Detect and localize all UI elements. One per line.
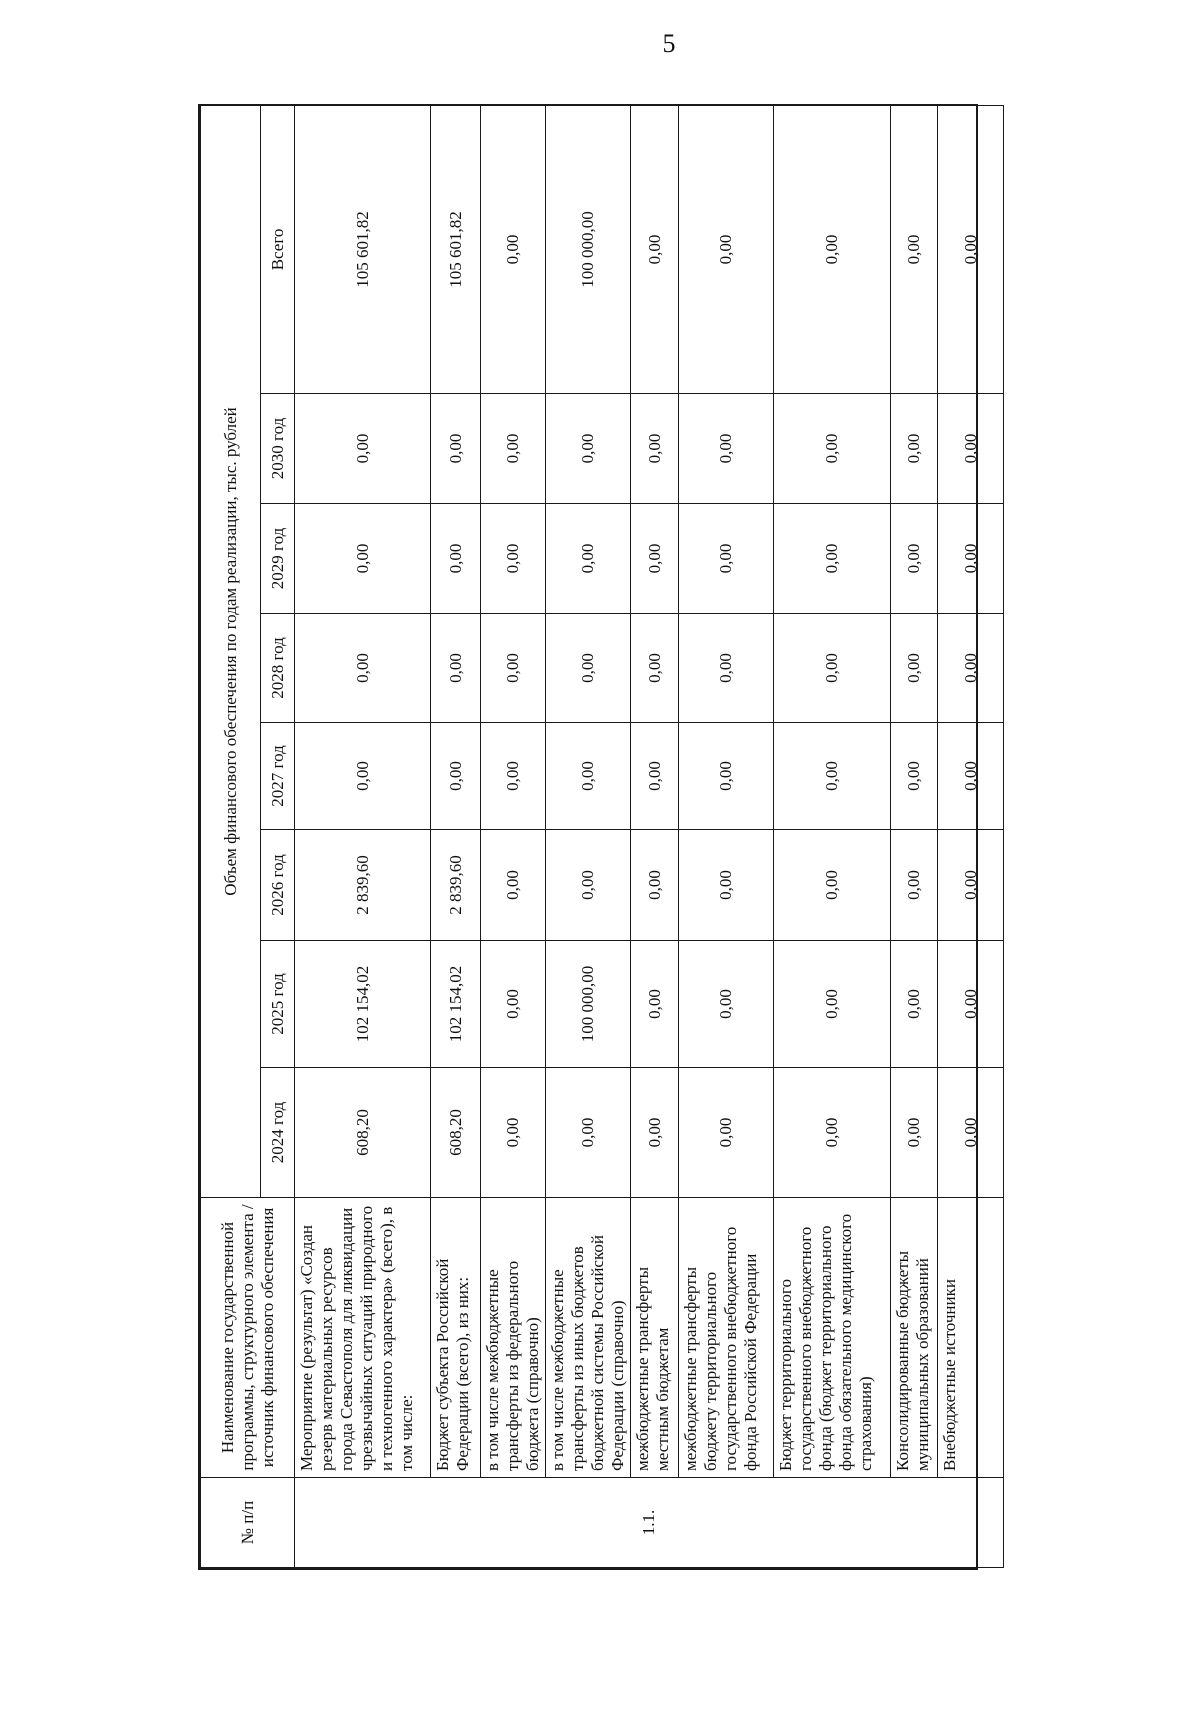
cell-2028: 0,00 [546, 614, 631, 723]
row-name: Консолидированные бюджеты муниципальных образований [891, 1198, 938, 1478]
cell-2027: 0,00 [938, 723, 1004, 830]
cell-2024: 0,00 [891, 1068, 938, 1198]
cell-2024: 0,00 [774, 1068, 891, 1198]
cell-2030: 0,00 [431, 394, 481, 504]
header-year-2027: 2027 год [261, 723, 295, 830]
table-row [891, 105, 938, 1567]
cell-2026: 0,00 [938, 830, 1004, 941]
cell-2024: 0,00 [546, 1068, 631, 1198]
cell-2026: 0,00 [481, 830, 546, 941]
cell-2029: 0,00 [891, 504, 938, 614]
cell-2030: 0,00 [891, 394, 938, 504]
cell-2025: 100 000,00 [546, 941, 631, 1068]
cell-2025: 0,00 [938, 941, 1004, 1068]
cell-2030: 0,00 [295, 394, 431, 504]
table-row [774, 105, 891, 1567]
cell-2024: 0,00 [938, 1068, 1004, 1198]
cell-2029: 0,00 [938, 504, 1004, 614]
header-funding-group: Объем финансового обеспечения по годам реализации, тыс. рублей [201, 105, 261, 1197]
header-year-2026: 2026 год [261, 830, 295, 941]
cell-2026: 0,00 [679, 830, 774, 941]
cell-2024: 0,00 [481, 1068, 546, 1198]
cell-2028: 0,00 [679, 614, 774, 723]
table-row [546, 105, 631, 1567]
funding-table [200, 105, 1004, 1568]
cell-2029: 0,00 [481, 504, 546, 614]
cell-2027: 0,00 [891, 723, 938, 830]
cell-2029: 0,00 [431, 504, 481, 614]
header-number: № п/п [201, 1478, 295, 1568]
table-row [631, 105, 679, 1567]
cell-2026: 0,00 [891, 830, 938, 941]
header-year-2028: 2028 год [261, 614, 295, 723]
row-name: Мероприятие (результат) «Создан резерв материальных ресурсов города Севастополя для ликвидации чрезвычайных ситуаций природного и техногенного характера» (всего), в том числе: [295, 1198, 431, 1478]
cell-2027: 0,00 [481, 723, 546, 830]
cell-2028: 0,00 [295, 614, 431, 723]
cell-2027: 0,00 [431, 723, 481, 830]
cell-2027: 0,00 [679, 723, 774, 830]
cell-total: 105 601,82 [431, 105, 481, 393]
cell-2026: 2 839,60 [431, 830, 481, 941]
cell-2025: 0,00 [891, 941, 938, 1068]
cell-2028: 0,00 [481, 614, 546, 723]
cell-2025: 102 154,02 [431, 941, 481, 1068]
cell-2027: 0,00 [774, 723, 891, 830]
cell-total: 105 601,82 [295, 105, 431, 393]
cell-2027: 0,00 [546, 723, 631, 830]
cell-2030: 0,00 [938, 394, 1004, 504]
cell-2030: 0,00 [774, 394, 891, 504]
cell-2030: 0,00 [481, 394, 546, 504]
cell-2029: 0,00 [679, 504, 774, 614]
cell-total: 0,00 [481, 105, 546, 393]
cell-2030: 0,00 [546, 394, 631, 504]
funding-table-container [200, 106, 980, 1568]
cell-2029: 0,00 [546, 504, 631, 614]
cell-2024: 608,20 [295, 1068, 431, 1198]
cell-2030: 0,00 [679, 394, 774, 504]
cell-2024: 0,00 [631, 1068, 679, 1198]
cell-2026: 0,00 [546, 830, 631, 941]
cell-total: 100 000,00 [546, 105, 631, 393]
row-name: межбюджетные трансферты бюджету территориального государственного внебюджетного фонда Российской Федерации [679, 1198, 774, 1478]
header-year-2025: 2025 год [261, 941, 295, 1068]
cell-2027: 0,00 [631, 723, 679, 830]
cell-2025: 0,00 [679, 941, 774, 1068]
row-name: в том числе межбюджетные трансферты из федерального бюджета (справочно) [481, 1198, 546, 1478]
cell-2029: 0,00 [774, 504, 891, 614]
cell-2025: 0,00 [631, 941, 679, 1068]
cell-2029: 0,00 [631, 504, 679, 614]
cell-2030: 0,00 [631, 394, 679, 504]
cell-2028: 0,00 [938, 614, 1004, 723]
header-year-2029: 2029 год [261, 504, 295, 614]
cell-2028: 0,00 [891, 614, 938, 723]
table-row [679, 105, 774, 1567]
header-total: Всего [261, 105, 295, 393]
table-row [938, 105, 1004, 1567]
cell-2026: 2 839,60 [295, 830, 431, 941]
cell-2028: 0,00 [631, 614, 679, 723]
cell-total: 0,00 [679, 105, 774, 393]
header-year-2030: 2030 год [261, 394, 295, 504]
cell-2024: 608,20 [431, 1068, 481, 1198]
table-row [431, 105, 481, 1567]
page-number: 5 [662, 29, 676, 58]
cell-total: 0,00 [891, 105, 938, 393]
cell-2027: 0,00 [295, 723, 431, 830]
row-name: Бюджет субъекта Российской Федерации (всего), из них: [431, 1198, 481, 1478]
cell-total: 0,00 [938, 105, 1004, 393]
cell-2029: 0,00 [295, 504, 431, 614]
cell-total: 0,00 [631, 105, 679, 393]
row-name: Внебюджетные источники [938, 1198, 1004, 1478]
cell-2026: 0,00 [774, 830, 891, 941]
cell-2025: 0,00 [774, 941, 891, 1068]
table-row [295, 105, 431, 1567]
header-year-2024: 2024 год [261, 1068, 295, 1198]
cell-2025: 102 154,02 [295, 941, 431, 1068]
cell-2025: 0,00 [481, 941, 546, 1068]
row-name: в том числе межбюджетные трансферты из иных бюджетов бюджетной системы Российской Федерации (справочно) [546, 1198, 631, 1478]
header-name: Наименование государственной программы, структурного элемента / источник финансового обеспечения [201, 1198, 295, 1478]
row-name: межбюджетные трансферты местным бюджетам [631, 1198, 679, 1478]
cell-2028: 0,00 [774, 614, 891, 723]
item-number: 1.1. [295, 1478, 1004, 1568]
cell-total: 0,00 [774, 105, 891, 393]
cell-2028: 0,00 [431, 614, 481, 723]
cell-2026: 0,00 [631, 830, 679, 941]
table-row [481, 105, 546, 1567]
row-name: Бюджет территориального государственного внебюджетного фонда (бюджет территориального фонда обязательного медицинского страхования) [774, 1198, 891, 1478]
cell-2024: 0,00 [679, 1068, 774, 1198]
